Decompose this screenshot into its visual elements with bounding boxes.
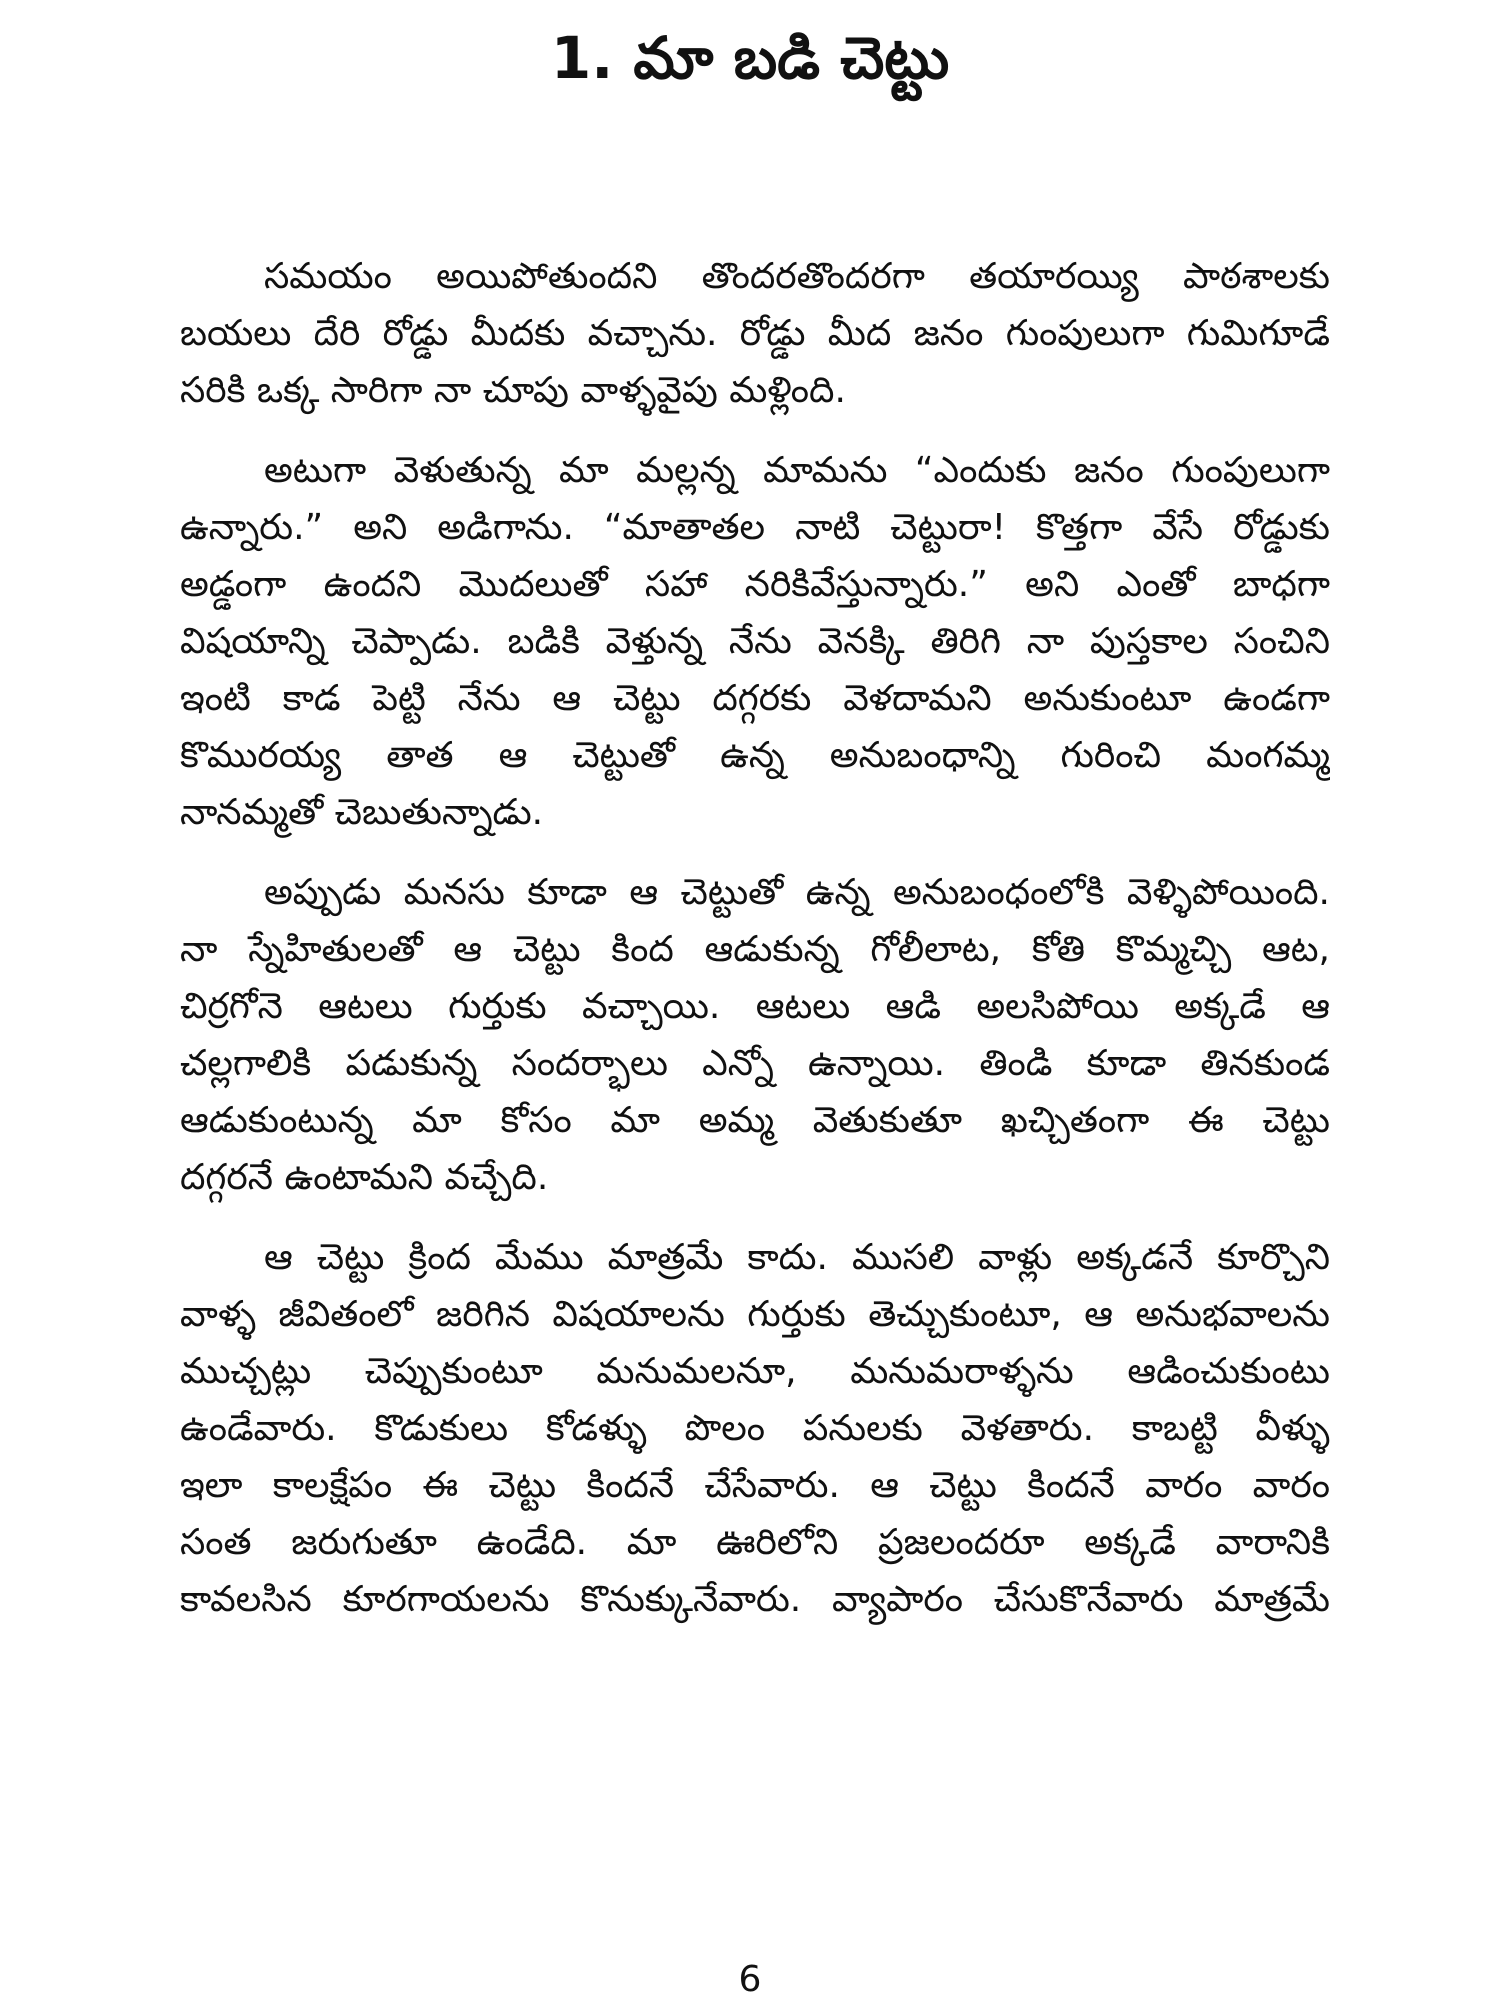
text-line: చిర్రగోనె ఆటలు గుర్తుకు వచ్చాయి. ఆటలు ఆడి అలసిపోయి అక్కడే ఆ xyxy=(180,986,1330,1027)
chapter-body xyxy=(180,248,1330,1651)
text-line: అటుగా వెళుతున్న మా మల్లన్న మామను “ఎందుకు జనం గుంపులుగా xyxy=(264,450,1330,491)
text-line: సంత జరుగుతూ ఉండేది. మా ఊరిలోని ప్రజలందరూ అక్కడే వారానికి xyxy=(180,1522,1330,1563)
text-line: ముచ్చట్లు చెప్పుకుంటూ మనుమలనూ, మనుమరాళ్ళను ఆడించుకుంటు xyxy=(180,1351,1330,1392)
page-number: 6 xyxy=(738,1959,762,2000)
text-line: దగ్గరనే ఉంటామని వచ్చేది. xyxy=(180,1157,549,1198)
text-line: ఉన్నారు.” అని అడిగాను. “మాతాతల నాటి చెట్టురా! కొత్తగా వేసే రోడ్డుకు xyxy=(180,507,1330,548)
text-line: వాళ్ళ జీవితంలో జరిగిన విషయాలను గుర్తుకు తెచ్చుకుంటూ, ఆ అనుభవాలను xyxy=(180,1294,1330,1335)
text-line: సమయం అయిపోతుందని తొందరతొందరగా తయారయ్యి పాఠశాలకు xyxy=(264,256,1330,297)
chapter-title: 1. మా బడి చెట్టు xyxy=(550,24,950,92)
text-line: ఆ చెట్టు క్రింద మేము మాత్రమే కాదు. ముసలి వాళ్లు అక్కడనే కూర్చొని xyxy=(264,1237,1330,1278)
text-line: నా స్నేహితులతో ఆ చెట్టు కింద ఆడుకున్న గోలీలాట, కోతి కొమ్మచ్చి ఆట, xyxy=(180,929,1330,970)
text-line: ఇంటి కాడ పెట్టి నేను ఆ చెట్టు దగ్గరకు వెళదామని అనుకుంటూ ఉండగా xyxy=(180,678,1330,719)
text-line: ఆడుకుంటున్న మా కోసం మా అమ్మ వెతుకుతూ ఖచ్చితంగా ఈ చెట్టు xyxy=(180,1100,1330,1141)
text-line: బయలు దేరి రోడ్డు మీదకు వచ్చాను. రోడ్డు మీద జనం గుంపులుగా గుమిగూడే xyxy=(180,313,1330,354)
text-line: కొమురయ్య తాత ఆ చెట్టుతో ఉన్న అనుబంధాన్ని గురించి మంగమ్మ xyxy=(180,735,1330,776)
paragraph-3 xyxy=(180,864,1330,1206)
text-line: అప్పుడు మనసు కూడా ఆ చెట్టుతో ఉన్న అనుబంధంలోకి వెళ్ళిపోయింది. xyxy=(264,872,1330,913)
text-line: నానమ్మతో చెబుతున్నాడు. xyxy=(180,792,544,833)
text-line: విషయాన్ని చెప్పాడు. బడికి వెళ్తున్న నేను వెనక్కి తిరిగి నా పుస్తకాల సంచిని xyxy=(180,621,1330,662)
paragraph-2 xyxy=(180,442,1330,841)
text-line: కావలసిన కూరగాయలను కొనుక్కునేవారు. వ్యాపారం చేసుకొనేవారు మాత్రమే xyxy=(180,1579,1330,1620)
text-line: ఉండేవారు. కొడుకులు కోడళ్ళు పొలం పనులకు వెళతారు. కాబట్టి వీళ్ళు xyxy=(180,1408,1330,1449)
paragraph-4 xyxy=(180,1229,1330,1628)
paragraph-1 xyxy=(180,248,1330,419)
text-line: చల్లగాలికి పడుకున్న సందర్భాలు ఎన్నో ఉన్నాయి. తిండి కూడా తినకుండ xyxy=(180,1043,1330,1084)
text-line: ఇలా కాలక్షేపం ఈ చెట్టు కిందనే చేసేవారు. ఆ చెట్టు కిందనే వారం వారం xyxy=(180,1465,1330,1506)
text-line: అడ్డంగా ఉందని మొదలుతో సహా నరికివేస్తున్నారు.” అని ఎంతో బాధగా xyxy=(180,564,1330,605)
text-line: సరికి ఒక్క సారిగా నా చూపు వాళ్ళవైపు మళ్లింది. xyxy=(180,370,846,411)
